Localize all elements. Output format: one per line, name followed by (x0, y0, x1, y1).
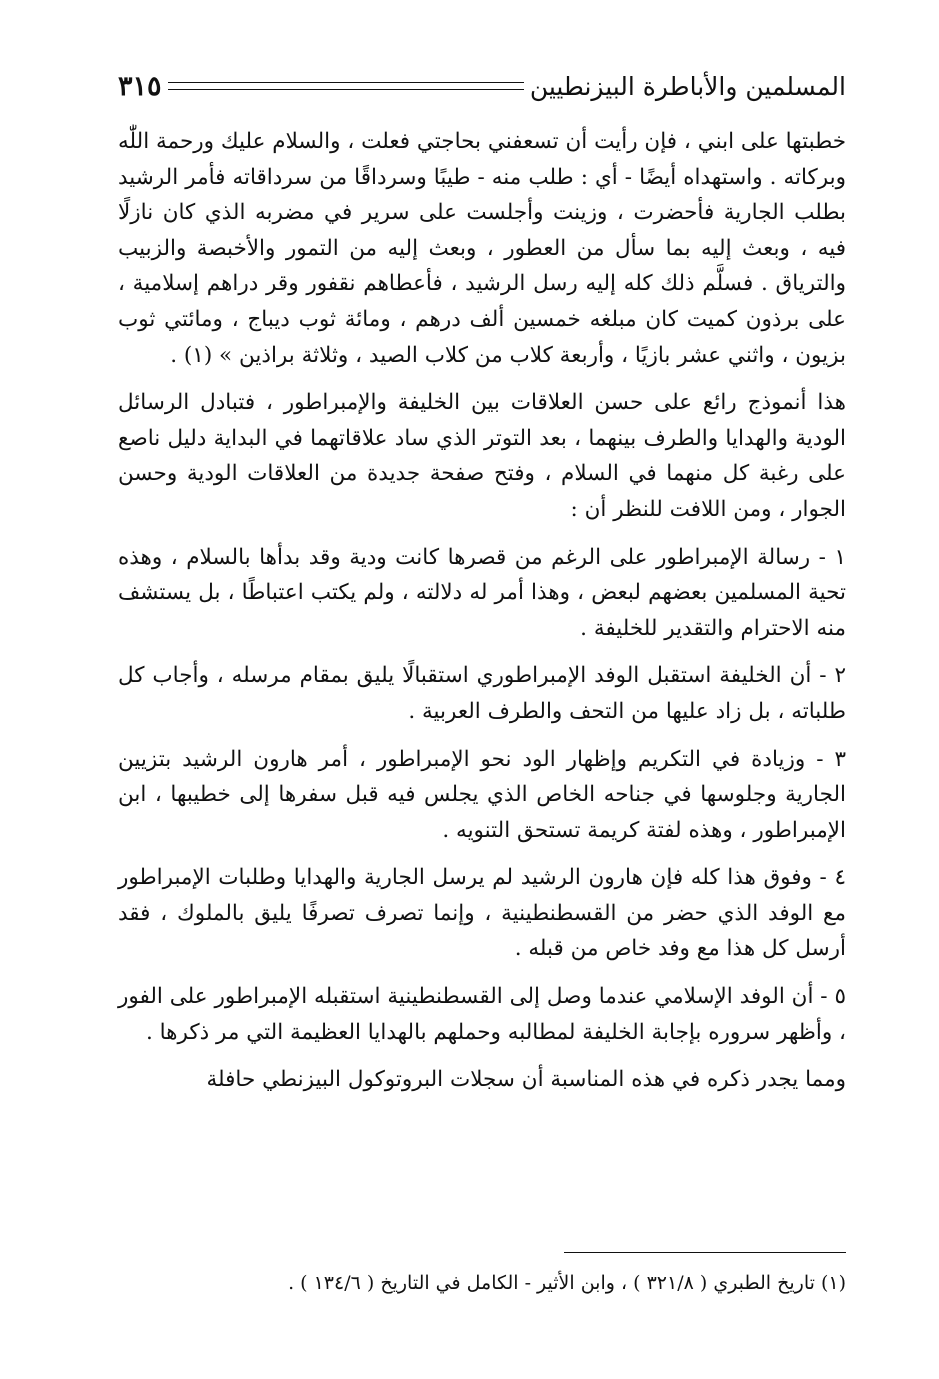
paragraph-point-5: ٥ - أن الوفد الإسلامي عندما وصل إلى القسطنطينية استقبله الإمبراطور على الفور ، وأظهر سروره بإجابة الخليفة لمطالبه وحملهم بالهدايا العظيمة التي مر ذكرها . (118, 984, 846, 1045)
page-number: ٣١٥ (118, 70, 162, 102)
paragraph-quote-continuation: خطبتها على ابني ، فإن رأيت أن تسعفني بحاجتي فعلت ، والسلام عليك ورحمة اللّٰه وبركاته . واستهداه أيضًا - أي : طلب منه - طيبًا وسرداقًا من سرداقاته فأمر الرشيد بطلب الجارية فأحضرت ، وزينت وأجلست على سرير في مضربه الذي كان نازلًا فيه ، وبعث إليه بما سأل من العطور ، وبعث إليه من التمور والأخبصة والزبيب والترياق . فسلَّم ذلك كله إليه رسل الرشيد ، فأعطاهم نقفور وقر دراهم إسلامية ، على برذون كميت كان مبلغه خمسين ألف درهم ، ومائة ثوب ديباج ، ومائتي ثوب بزيون ، واثني عشر بازيًا ، وأربعة كلاب من كلاب الصيد ، وثلاثة براذين » (١) . (118, 129, 846, 368)
paragraph-point-3: ٣ - وزيادة في التكريم وإظهار الود نحو الإمبراطور ، أمر هارون الرشيد بتزيين الجارية وجلوسها في جناحه الخاص الذي يجلس فيه قبل سفرها إلى خطيبها ، ابن الإمبراطور ، وهذه لفتة كريمة تستحق التنويه . (118, 746, 846, 843)
body-text (118, 124, 846, 1098)
paragraph-closing: ومما يجدر ذكره في هذه المناسبة أن سجلات البروتوكول البيزنطي حافلة (206, 1067, 846, 1093)
paragraph-point-2: ٢ - أن الخليفة استقبل الوفد الإمبراطوري استقبالًا يليق بمقام مرسله ، وأجاب كل طلباته ، بل زاد عليها من التحف والطرف العربية . (118, 663, 846, 724)
header-title: المسلمين والأباطرة البيزنطيين (529, 71, 846, 101)
paragraph-intro: هذا أنموذج رائع على حسن العلاقات بين الخليفة والإمبراطور ، فتبادل الرسائل الودية والهدايا والطرف بينهما ، بعد التوتر الذي ساد علاقاتهما في البداية دليل ناصع على رغبة كل منهما في السلام ، وفتح صفحة جديدة من العلاقات الودية وحسن الجوار ، ومن اللافت للنظر أن : (118, 390, 847, 522)
paragraph-point-4: ٤ - وفوق هذا كله فإن هارون الرشيد لم يرسل الجارية والهدايا وطلبات الإمبراطور مع الوفد الذي حضر من القسطنطينية ، وإنما تصرف تصرفًا يليق بالملوك ، فقد أرسل كل هذا مع وفد خاص من قبله . (118, 865, 846, 962)
header-rule (168, 82, 524, 90)
paragraph-point-1: ١ - رسالة الإمبراطور على الرغم من قصرها كانت ودية وقد بدأها بالسلام ، وهذه تحية المسلمين بعضهم لبعض ، وهذا أمر له دلالته ، ولم يكتب اعتباطًا ، بل يستشف منه الاحترام والتقدير للخليفة . (118, 544, 846, 641)
footnote-divider (564, 1252, 846, 1253)
running-header (118, 66, 846, 106)
footnote: (١) تاريخ الطبري ( ٣٢١/٨ ) ، وابن الأثير - الكامل في التاريخ ( ١٣٤/٦ ) . (288, 1272, 846, 1294)
